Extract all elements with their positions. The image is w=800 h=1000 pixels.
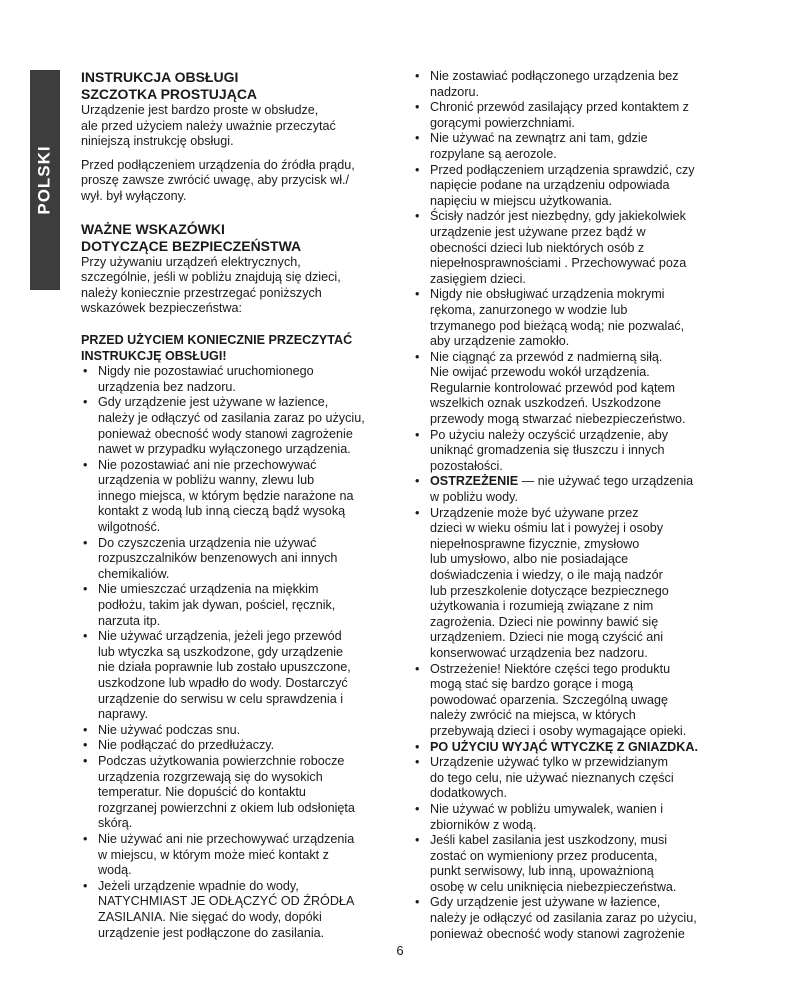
- list-item: [81, 738, 393, 754]
- text-line: • Gdy urządzenie jest używane w łazience,: [98, 395, 329, 410]
- text-line: rozgrzanej powierzchni z okiem lub odsłonięta: [98, 800, 355, 815]
- list-item: [413, 755, 725, 802]
- text-line: • Podczas użytkowania powierzchnie robocze: [98, 753, 345, 768]
- text-line: • Gdy urządzenie jest używane w łazience,: [430, 895, 661, 910]
- text-line: chemikaliów.: [98, 566, 170, 581]
- text-line: dodatkowych.: [430, 786, 508, 801]
- text-line: należy je odłączyć od zasilania zaraz po użyciu,: [430, 911, 697, 926]
- text-line: rozpylane są aerozole.: [430, 146, 557, 161]
- text-line: należy zwrócić na miejsca, w których: [430, 708, 636, 723]
- list-item: [81, 582, 393, 629]
- text-line: urządzenia rozgrzewają się do wysokich: [98, 769, 323, 784]
- title-line: SZCZOTKA PROSTUJĄCA: [81, 86, 258, 102]
- text-line: pozostałości.: [430, 458, 503, 473]
- text-line: • Ostrzeżenie! Niektóre części tego produktu: [430, 661, 671, 676]
- text-line: urządzenia bez nadzoru.: [98, 379, 236, 394]
- title-line: INSTRUKCJA OBSŁUGI: [81, 69, 239, 85]
- text-line: uniknąć gromadzenia się tłuszczu i innych: [430, 443, 665, 458]
- text-line: • Chronić przewód zasilający przed kontaktem z: [430, 100, 689, 115]
- text-line: NATYCHMIAST JE ODŁĄCZYĆ OD ŹRÓDŁA: [98, 894, 355, 909]
- text-line: należy je odłączyć od zasilania zaraz po użyciu,: [98, 410, 365, 425]
- list-item: [81, 395, 393, 457]
- text-line: lub przeszkolenie dotyczące bezpiecznego: [430, 583, 669, 598]
- safety-heading: [81, 221, 393, 255]
- text-line: ponieważ obecność wody stanowi zagrożenie: [98, 426, 353, 441]
- right-column: [413, 69, 725, 942]
- text-line: wszelkich oznak uszkodzeń. Uszkodzone: [430, 396, 661, 411]
- text-line: • Nie używać podczas snu.: [98, 722, 241, 737]
- text-line: proszę zawsze zwrócić uwagę, aby przycisk wł./: [81, 173, 350, 188]
- text-line: wskazówek bezpieczeństwa:: [81, 301, 242, 316]
- text-line: • Nie używać na zewnątrz ani tam, gdzie: [430, 131, 648, 146]
- text-line: • Urządzenie może być używane przez: [430, 505, 639, 520]
- list-item: [81, 832, 393, 879]
- text-line: kontakt z wodą lub inną cieczą bądź wysoką: [98, 504, 346, 519]
- text-line: niniejszą instrukcję obsługi.: [81, 134, 234, 149]
- text-line: wilgotność.: [98, 520, 161, 535]
- text-line: • Urządzenie używać tylko w przewidzianym: [430, 755, 668, 770]
- list-item: [413, 833, 725, 895]
- text-line: nawet w przypadku wyłączonego urządzenia.: [98, 442, 351, 457]
- list-item: [413, 287, 725, 349]
- list-item: [413, 131, 725, 162]
- intro-paragraph-1: [81, 103, 393, 150]
- text-line: • Do czyszczenia urządzenia nie używać: [98, 535, 317, 550]
- text-line: należy koniecznie przestrzegać poniższych: [81, 285, 322, 300]
- text-line: Nie owijać przewodu wokół urządzenia.: [430, 365, 650, 380]
- heading-line: PRZED UŻYCIEM KONIECZNIE PRZECZYTAĆ: [81, 332, 353, 347]
- text-line: • Ścisły nadzór jest niezbędny, gdy jakiekolwiek: [430, 209, 686, 224]
- text-line: naprawy.: [98, 707, 149, 722]
- text-line: nie działa poprawnie lub zostało upuszczone,: [98, 660, 351, 675]
- text-line: obecności dzieci lub niektórych osób z: [430, 240, 645, 255]
- text-line: • Nigdy nie obsługiwać urządzenia mokrymi: [430, 287, 665, 302]
- unplug-notice: • PO UŻYCIU WYJĄĆ WTYCZKĘ Z GNIAZDKA.: [430, 739, 698, 754]
- text-line: napięcie podane na urządzeniu odpowiada: [430, 178, 670, 193]
- text-line: dzieci w wieku ośmiu lat i powyżej i osoby: [430, 521, 664, 536]
- text-line: napięciu w miejscu użytkowania.: [430, 193, 612, 208]
- warning-text: — nie używać tego urządzenia: [518, 474, 694, 489]
- text-line: powodować oparzenia. Szczególną uwagę: [430, 692, 669, 707]
- text-line: nadzoru.: [430, 84, 480, 99]
- text-line: • Nie używać ani nie przechowywać urządzenia: [98, 831, 355, 846]
- heading-line: WAŻNE WSKAZÓWKI: [81, 220, 225, 237]
- text-line: Urządzenie jest bardzo proste w obsłudze,: [81, 103, 319, 117]
- text-line: urządzenie do serwisu w celu sprawdzenia i: [98, 691, 344, 706]
- text-line: ZASILANIA. Nie sięgać do wody, dopóki: [98, 909, 322, 924]
- warning-label: OSTRZEŻENIE: [430, 474, 519, 489]
- text-line: • Nie zostawiać podłączonego urządzenia bez: [430, 69, 679, 83]
- text-line: do tego celu, nie używać nieznanych części: [430, 770, 674, 785]
- text-line: • Nie ciągnąć za przewód z nadmierną siłą.: [430, 349, 663, 364]
- text-line: • Jeżeli urządzenie wpadnie do wody,: [98, 878, 299, 893]
- text-line: rozpuszczalników benzenowych ani innych: [98, 551, 338, 566]
- text-line: skórą.: [98, 816, 133, 831]
- list-item: [81, 723, 393, 739]
- unplug-list: [413, 740, 725, 756]
- list-item: [81, 364, 393, 395]
- text-line: ponieważ obecność wody stanowi zagrożenie: [430, 926, 685, 941]
- text-line: uszkodzone lub wpadło do wody. Dostarczyć: [98, 676, 348, 690]
- text-line: niepełnosprawne fizycznie, zmysłowo: [430, 536, 640, 551]
- text-line: osobę w celu uniknięcia niebezpieczeństwa.: [430, 879, 677, 894]
- text-line: Regularnie kontrolować przewód pod kątem: [430, 380, 676, 395]
- text-line: aby urządzenie zamokło.: [430, 334, 570, 349]
- right-safety-list-c: [413, 755, 725, 942]
- list-item: [81, 879, 393, 941]
- text-line: temperatur. Nie dopuścić do kontaktu: [98, 785, 306, 800]
- right-safety-list-a: [413, 69, 725, 474]
- list-item: [413, 506, 725, 662]
- language-tab: [30, 70, 60, 290]
- text-line: urządzenia w pobliżu wanny, zlewu lub: [98, 473, 315, 488]
- warning-list: [413, 474, 725, 505]
- text-line: • Nie używać urządzenia, jeżeli jego przewód: [98, 629, 342, 644]
- text-line: rękoma, zanurzonego w wodzie lub: [430, 302, 628, 317]
- text-line: gorącymi powierzchniami.: [430, 115, 575, 130]
- text-line: innego miejsca, w którym będzie narażone na: [98, 488, 354, 503]
- language-tab-label: POLSKI: [35, 145, 55, 215]
- text-line: mogą stać się bardzo gorące i mogą: [430, 677, 634, 692]
- text-line: urządzenie jest używane przez bądź w: [430, 224, 646, 239]
- list-item: [413, 69, 725, 100]
- text-line: zbiorników z wodą.: [430, 817, 537, 832]
- text-line: • Po użyciu należy oczyścić urządzenie, aby: [430, 427, 668, 442]
- text-line: lub umysłowo, albo nie posiadające: [430, 552, 629, 567]
- list-item: [81, 536, 393, 583]
- text-line: • Nie umieszczać urządzenia na miękkim: [98, 582, 319, 597]
- list-item: [413, 163, 725, 210]
- page-number: 6: [396, 943, 404, 958]
- text-line: podłożu, takim jak dywan, pościel, ręcznik,: [98, 598, 336, 613]
- manual-title: [81, 69, 393, 103]
- right-safety-list-b: [413, 506, 725, 740]
- heading-line: INSTRUKCJĘ OBSŁUGI!: [81, 348, 227, 363]
- text-line: wył. był wyłączony.: [81, 188, 187, 203]
- text-line: przewody mogą stwarzać niebezpieczeństwo.: [430, 412, 686, 427]
- text-line: • Nigdy nie pozostawiać uruchomionego: [98, 364, 314, 379]
- safety-intro: [81, 255, 393, 317]
- text-line: w pobliżu wody.: [430, 490, 518, 505]
- list-item: [81, 458, 393, 536]
- intro-paragraph-2: [81, 158, 393, 205]
- left-column: [81, 69, 393, 941]
- text-line: przebywają dzieci i osoby wymagające opieki.: [430, 723, 687, 738]
- text-line: lub wtyczka są uszkodzone, gdy urządzenie: [98, 644, 344, 659]
- text-line: [430, 474, 725, 490]
- list-item: [413, 895, 725, 942]
- text-line: punkt serwisowy, lub inną, upoważnioną: [430, 864, 654, 879]
- list-item: [413, 100, 725, 131]
- text-line: ale przed użyciem należy uważnie przeczytać: [81, 118, 336, 133]
- text-line: zostać on wymieniony przez producenta,: [430, 848, 658, 863]
- text-line: • Nie pozostawiać ani nie przechowywać: [98, 457, 317, 472]
- text-line: • Nie używać w pobliżu umywalek, wanien i: [430, 801, 664, 816]
- text-line: urządzeniem. Dzieci nie mogą czyścić ani: [430, 630, 664, 645]
- heading-line: DOTYCZĄCE BEZPIECZEŃSTWA: [81, 237, 302, 254]
- left-safety-list: [81, 364, 393, 941]
- list-item: [413, 662, 725, 740]
- list-item: [413, 209, 725, 287]
- text-line: w miejscu, w którym może mieć kontakt z: [98, 847, 329, 862]
- text-line: doświadczenia i wiedzy, o ile mają nadzór: [430, 568, 663, 582]
- text-line: Przy używaniu urządzeń elektrycznych,: [81, 254, 301, 269]
- list-item: [413, 802, 725, 833]
- text-line: Przed podłączeniem urządzenia do źródła prądu,: [81, 157, 355, 172]
- text-line: • Przed podłączeniem urządzenia sprawdzić, czy: [430, 162, 695, 177]
- text-line: narzuta itp.: [98, 613, 161, 628]
- text-line: niepełnosprawnościami . Przechowywać poza: [430, 256, 687, 271]
- list-item: [413, 474, 725, 505]
- list-item: [413, 428, 725, 475]
- text-line: zagrożenia. Dzieci nie powinny bawić się: [430, 614, 659, 629]
- text-line: wodą.: [98, 863, 132, 878]
- read-instructions-heading: [81, 333, 393, 364]
- list-item: [413, 740, 725, 756]
- text-line: • Nie podłączać do przedłużaczy.: [98, 738, 275, 753]
- text-line: zasięgiem dzieci.: [430, 271, 526, 286]
- text-line: trzymanego pod bieżącą wodą; nie pozwalać,: [430, 318, 685, 333]
- text-line: konserwować urządzenia bez nadzoru.: [430, 645, 648, 660]
- list-item: [81, 754, 393, 832]
- list-item: [81, 629, 393, 723]
- text-line: użytkowania i rozumieją związane z nim: [430, 599, 654, 614]
- text-line: • Jeśli kabel zasilania jest uszkodzony, musi: [430, 833, 668, 848]
- list-item: [413, 350, 725, 428]
- text-line: szczególnie, jeśli w pobliżu znajdują się dzieci,: [81, 270, 341, 285]
- text-line: urządzenie jest podłączone do zasilania.: [98, 925, 325, 940]
